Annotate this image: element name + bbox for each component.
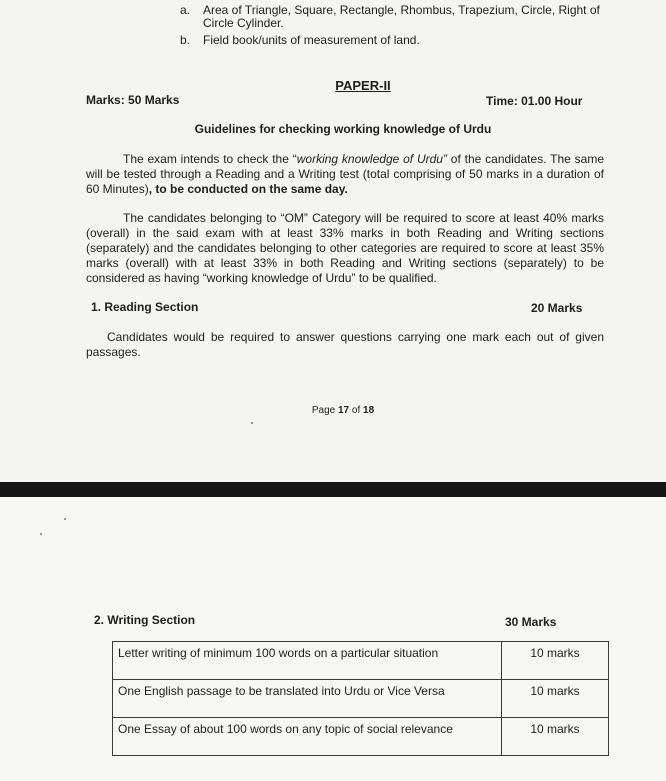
marks-label: Marks: 50 Marks — [86, 93, 180, 107]
scan-speck — [251, 422, 253, 424]
marks-cell: 10 marks — [502, 718, 609, 756]
task-cell: One Essay of about 100 words on any topic of social relevance — [113, 718, 502, 756]
marks-cell: 10 marks — [502, 680, 609, 718]
task-cell: Letter writing of minimum 100 words on a particular situation — [113, 642, 502, 680]
writing-marks-table — [112, 641, 609, 756]
list-item-text: Area of Triangle, Square, Rectangle, Rhombus, Trapezium, Circle, Right of Circle Cylinder. — [203, 3, 600, 30]
table-row — [113, 718, 609, 756]
marks-cell: 10 marks — [502, 642, 609, 680]
list-item-text: Field book/units of measurement of land. — [203, 33, 420, 47]
intro-paragraph: The exam intends to check the “working knowledge of Urdu” of the candidates. The same will be tested through a Reading and a Writing test (total comprising of 50 marks in a duration of 60 Minutes), to be conducted on the same day. — [86, 152, 604, 196]
scan-speck — [64, 518, 66, 520]
table-row — [113, 642, 609, 680]
list-item-label: a. — [180, 3, 191, 17]
reading-section-text: Candidates would be required to answer questions carrying one mark each out of given passages. — [86, 330, 604, 359]
reading-section-title: 1. Reading Section — [91, 300, 199, 314]
time-label: Time: 01.00 Hour — [486, 94, 583, 108]
writing-section-title: 2. Writing Section — [94, 613, 196, 627]
guidelines-heading: Guidelines for checking working knowledge of Urdu — [194, 122, 492, 136]
writing-section-marks: 30 Marks — [505, 615, 557, 629]
table-row — [113, 680, 609, 718]
reading-section-marks: 20 Marks — [531, 301, 583, 315]
eligibility-paragraph: The candidates belonging to “OM” Category will be required to score at least 40% marks (overall) in the said exam with at least 33% marks in both Reading and Writing sections (separately) and the candidates belonging to other categories are required to score at least 35% marks (overall) with at least 33% in both Reading and Writing sections (separately) to be considered as having “working knowledge of Urdu” to be qualified. — [86, 211, 604, 285]
scan-speck — [40, 533, 42, 535]
list-item-label: b. — [180, 33, 191, 47]
page-number: Page 17 of 18 — [311, 405, 375, 416]
task-cell: One English passage to be translated into Urdu or Vice Versa — [113, 680, 502, 718]
page-divider — [0, 482, 666, 497]
paper-title: PAPER-II — [335, 78, 391, 93]
